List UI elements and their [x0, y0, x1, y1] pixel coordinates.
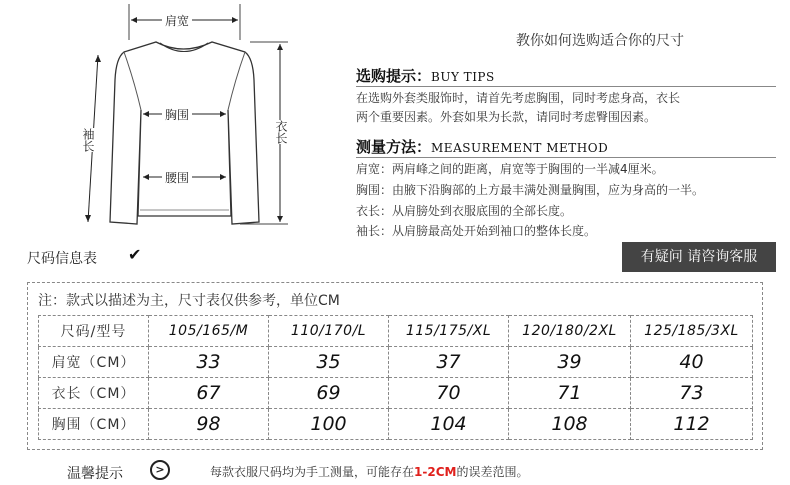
row-label: 胸围（CM）: [39, 409, 149, 440]
row-label: 肩宽（CM）: [39, 347, 149, 378]
shirt-collar: [160, 43, 208, 52]
sleeve-label: 袖长: [81, 128, 95, 152]
table-cell: 37: [389, 347, 509, 378]
tip-text-after: 的误差范围。: [456, 465, 529, 479]
size-header: 110/170/L: [269, 316, 389, 347]
table-cell: 35: [269, 347, 389, 378]
tip-text: [210, 463, 528, 480]
method-line-2: 胸围：由腋下沿胸部的上方最丰满处测量胸围，应为身高的一半。: [356, 183, 705, 197]
size-header: 115/175/XL: [389, 316, 509, 347]
table-cell: 71: [509, 378, 631, 409]
checkmark-icon: ✔: [128, 245, 142, 264]
table-cell: 108: [509, 409, 631, 440]
buy-tips-title-cn: 选购提示：: [356, 67, 432, 85]
table-cell: 69: [269, 378, 389, 409]
buy-tips-divider: [356, 86, 776, 87]
method-title-cn: 测量方法：: [356, 138, 432, 156]
length-label: 衣长: [274, 120, 288, 144]
buy-tips-title: [356, 65, 495, 86]
table-row: [39, 347, 753, 378]
waist-label: 腰围: [162, 169, 192, 186]
tip-text-before: 每款衣服尺码均为手工测量，可能存在: [210, 465, 415, 479]
table-header-row: [39, 316, 753, 347]
size-header: 105/165/M: [149, 316, 269, 347]
size-info-title: 尺码信息表: [27, 251, 97, 267]
row-label: 衣长（CM）: [39, 378, 149, 409]
page-title: 教你如何选购适合你的尺寸: [516, 33, 684, 49]
chevron-right-circle-icon: >: [150, 460, 170, 480]
table-cell: 100: [269, 409, 389, 440]
table-cell: 104: [389, 409, 509, 440]
method-line-1: 肩宽：两肩峰之间的距离，肩宽等于胸围的一半减4厘米。: [356, 162, 664, 176]
method-title: [356, 136, 608, 157]
chest-label: 胸围: [162, 106, 192, 123]
table-row: [39, 378, 753, 409]
table-cell: 70: [389, 378, 509, 409]
contact-support-button[interactable]: 有疑问 请咨询客服: [622, 242, 776, 272]
method-title-en: MEASUREMENT METHOD: [431, 141, 609, 155]
size-header: 120/180/2XL: [509, 316, 631, 347]
shirt-outline: [110, 42, 259, 224]
tip-range: 1-2CM: [414, 465, 457, 479]
size-header: 125/185/3XL: [631, 316, 753, 347]
table-cell: 33: [149, 347, 269, 378]
size-table-note: 注：款式以描述为主，尺寸表仅供参考，单位CM: [38, 293, 340, 309]
table-cell: 67: [149, 378, 269, 409]
table-cell: 112: [631, 409, 753, 440]
shoulder-label: 肩宽: [162, 12, 192, 29]
table-cell: 40: [631, 347, 753, 378]
buy-tips-line-2: 两个重要因素。外套如果为长款，请同时考虑臀围因素。: [356, 110, 657, 124]
tip-label: 温馨提示: [67, 466, 123, 482]
method-divider: [356, 157, 776, 158]
table-header-label: 尺码/型号: [39, 316, 149, 347]
buy-tips-line-1: 在选购外套类服饰时，请首先考虑胸围，同时考虑身高，衣长: [356, 91, 681, 105]
size-table: [38, 315, 753, 440]
table-row: [39, 409, 753, 440]
method-line-3: 衣长：从肩膀处到衣服底围的全部长度。: [356, 204, 573, 218]
table-cell: 98: [149, 409, 269, 440]
buy-tips-title-en: BUY TIPS: [431, 70, 495, 84]
method-line-4: 袖长：从肩膀最高处开始到袖口的整体长度。: [356, 224, 597, 238]
table-cell: 39: [509, 347, 631, 378]
table-cell: 73: [631, 378, 753, 409]
